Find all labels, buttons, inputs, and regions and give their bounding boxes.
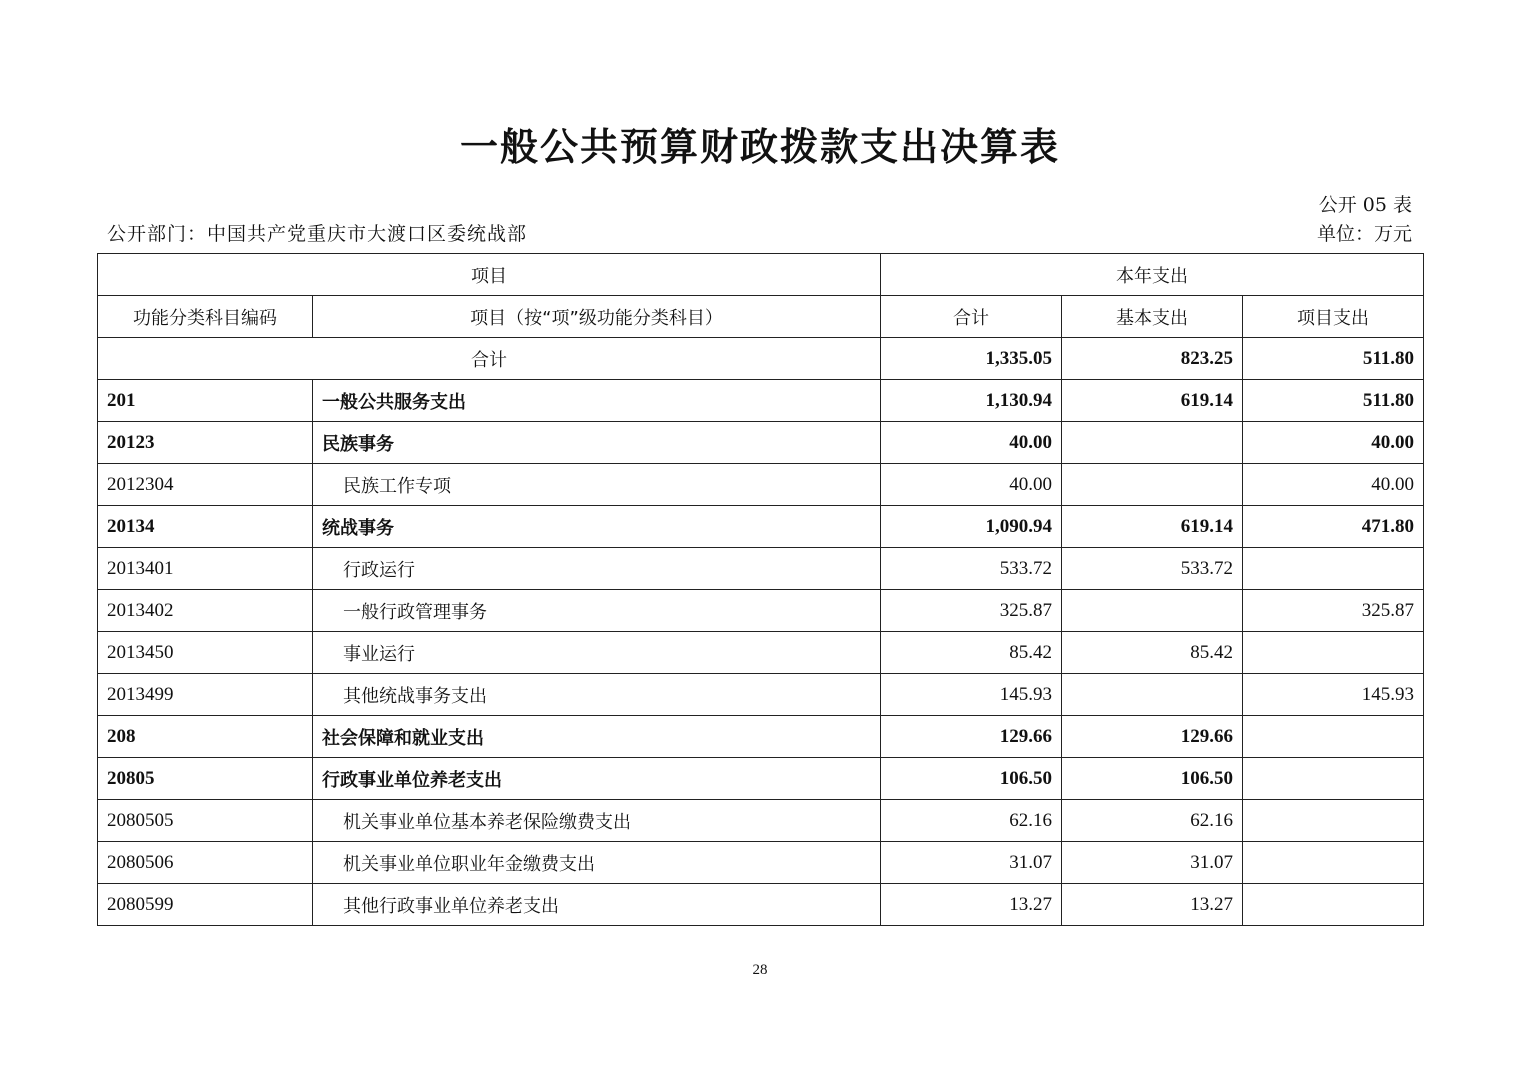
row-name: 社会保障和就业支出 xyxy=(313,716,881,758)
table-row xyxy=(98,884,1424,926)
form-number: 公开 05 表 xyxy=(1318,194,1412,216)
row-basic: 533.72 xyxy=(1062,548,1243,590)
row-total: 1,090.94 xyxy=(881,506,1062,548)
header-total: 合计 xyxy=(881,296,1062,338)
row-name: 事业运行 xyxy=(313,632,881,674)
table-row xyxy=(98,716,1424,758)
table-row xyxy=(98,674,1424,716)
row-basic: 31.07 xyxy=(1062,842,1243,884)
row-code: 20134 xyxy=(98,506,313,548)
row-basic: 13.27 xyxy=(1062,884,1243,926)
row-project: 511.80 xyxy=(1243,380,1424,422)
row-basic: 85.42 xyxy=(1062,632,1243,674)
table-row xyxy=(98,506,1424,548)
table-row xyxy=(98,422,1424,464)
row-total: 40.00 xyxy=(881,422,1062,464)
row-project xyxy=(1243,716,1424,758)
header-current-year: 本年支出 xyxy=(881,254,1424,296)
row-name: 民族工作专项 xyxy=(313,464,881,506)
row-basic xyxy=(1062,464,1243,506)
row-basic: 106.50 xyxy=(1062,758,1243,800)
page-number: 28 xyxy=(752,962,768,978)
row-total: 62.16 xyxy=(881,800,1062,842)
row-name: 一般行政管理事务 xyxy=(313,590,881,632)
row-code: 2012304 xyxy=(98,464,313,506)
row-code: 2080505 xyxy=(98,800,313,842)
table-row xyxy=(98,800,1424,842)
unit-label: 单位：万元 xyxy=(1316,223,1412,245)
page-title: 一般公共预算财政拨款支出决算表 xyxy=(459,125,1060,169)
row-name: 民族事务 xyxy=(313,422,881,464)
row-project xyxy=(1243,800,1424,842)
row-project: 145.93 xyxy=(1243,674,1424,716)
row-basic: 62.16 xyxy=(1062,800,1243,842)
header-row-2 xyxy=(98,296,1424,338)
header-project-exp: 项目支出 xyxy=(1243,296,1424,338)
total-label: 合计 xyxy=(98,338,881,380)
row-code: 2013499 xyxy=(98,674,313,716)
department-label: 公开部门：中国共产党重庆市大渡口区委统战部 xyxy=(107,223,528,245)
row-total: 40.00 xyxy=(881,464,1062,506)
row-total: 533.72 xyxy=(881,548,1062,590)
row-project: 325.87 xyxy=(1243,590,1424,632)
row-total: 106.50 xyxy=(881,758,1062,800)
row-project xyxy=(1243,842,1424,884)
row-basic xyxy=(1062,590,1243,632)
row-name: 行政事业单位养老支出 xyxy=(313,758,881,800)
total-project: 511.80 xyxy=(1243,338,1424,380)
row-code: 2013450 xyxy=(98,632,313,674)
row-total: 325.87 xyxy=(881,590,1062,632)
total-total: 1,335.05 xyxy=(881,338,1062,380)
row-code: 2013401 xyxy=(98,548,313,590)
table-row xyxy=(98,632,1424,674)
table-row xyxy=(98,590,1424,632)
row-code: 2080599 xyxy=(98,884,313,926)
row-basic: 619.14 xyxy=(1062,506,1243,548)
row-name: 机关事业单位基本养老保险缴费支出 xyxy=(313,800,881,842)
table-row xyxy=(98,842,1424,884)
row-code: 2080506 xyxy=(98,842,313,884)
row-basic: 619.14 xyxy=(1062,380,1243,422)
row-total: 129.66 xyxy=(881,716,1062,758)
row-project xyxy=(1243,884,1424,926)
row-total: 31.07 xyxy=(881,842,1062,884)
row-code: 20805 xyxy=(98,758,313,800)
header-item: 项目（按“项”级功能分类科目） xyxy=(313,296,881,338)
table-row xyxy=(98,758,1424,800)
row-code: 2013402 xyxy=(98,590,313,632)
row-basic xyxy=(1062,422,1243,464)
row-code: 201 xyxy=(98,380,313,422)
row-code: 20123 xyxy=(98,422,313,464)
row-total: 1,130.94 xyxy=(881,380,1062,422)
row-basic: 129.66 xyxy=(1062,716,1243,758)
header-project: 项目 xyxy=(98,254,881,296)
table-row xyxy=(98,380,1424,422)
row-project xyxy=(1243,632,1424,674)
header-code: 功能分类科目编码 xyxy=(98,296,313,338)
row-project xyxy=(1243,758,1424,800)
row-name: 其他行政事业单位养老支出 xyxy=(313,884,881,926)
table-row xyxy=(98,548,1424,590)
row-total: 13.27 xyxy=(881,884,1062,926)
row-project: 40.00 xyxy=(1243,422,1424,464)
row-name: 一般公共服务支出 xyxy=(313,380,881,422)
expenditure-table xyxy=(97,253,1424,926)
table-row xyxy=(98,464,1424,506)
row-project: 40.00 xyxy=(1243,464,1424,506)
row-name: 其他统战事务支出 xyxy=(313,674,881,716)
header-basic: 基本支出 xyxy=(1062,296,1243,338)
row-project: 471.80 xyxy=(1243,506,1424,548)
row-code: 208 xyxy=(98,716,313,758)
row-name: 机关事业单位职业年金缴费支出 xyxy=(313,842,881,884)
row-name: 统战事务 xyxy=(313,506,881,548)
row-name: 行政运行 xyxy=(313,548,881,590)
row-total: 145.93 xyxy=(881,674,1062,716)
row-basic xyxy=(1062,674,1243,716)
total-basic: 823.25 xyxy=(1062,338,1243,380)
row-total: 85.42 xyxy=(881,632,1062,674)
row-project xyxy=(1243,548,1424,590)
header-row-1 xyxy=(98,254,1424,296)
total-row xyxy=(98,338,1424,380)
